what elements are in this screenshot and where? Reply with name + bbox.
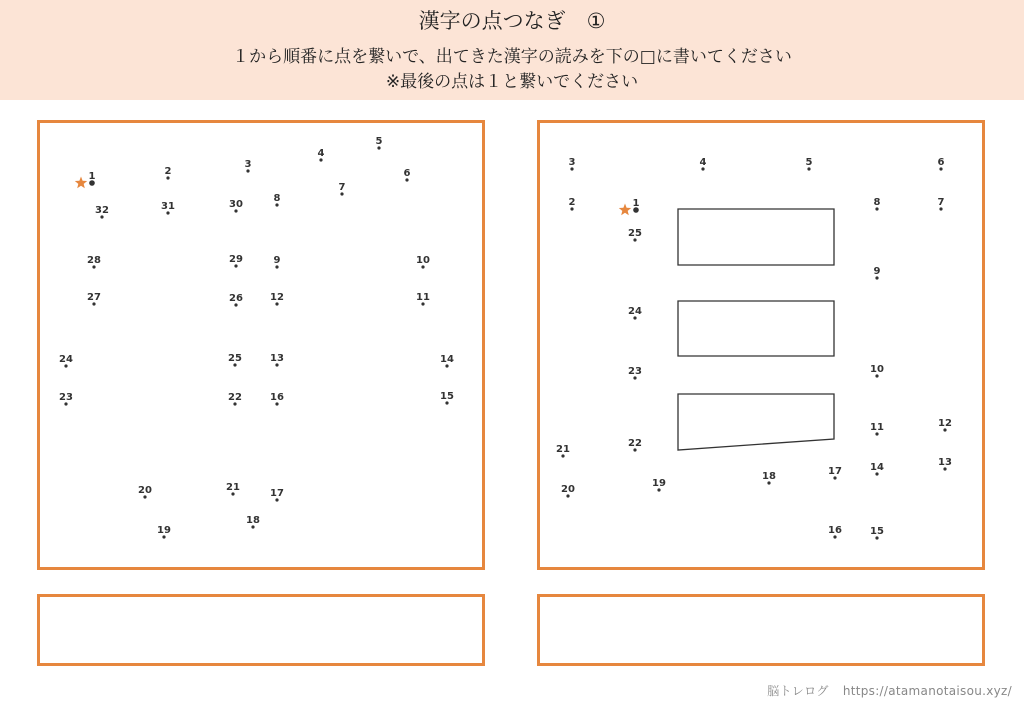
dot-number-label: 10 [870, 364, 884, 375]
dot-number-label: 18 [762, 471, 776, 482]
dot-number-label: 1 [88, 171, 96, 182]
dot-number-label: 10 [416, 255, 430, 266]
dot-canvas-right[interactable] [540, 123, 982, 567]
kanji-box-outline [678, 301, 834, 356]
dot-number-label: 3 [568, 157, 576, 168]
kanji-box-outline [678, 394, 834, 450]
dot-number-label: 5 [805, 157, 813, 168]
dot-number-label: 5 [375, 136, 383, 147]
dot-number-label: 15 [870, 526, 884, 537]
dot-number-label: 11 [416, 292, 430, 303]
dot-number-label: 21 [556, 444, 570, 455]
dot-number-label: 22 [628, 438, 642, 449]
dot-number-label: 7 [937, 197, 945, 208]
dot-number-label: 23 [628, 366, 642, 377]
dot-number-label: 12 [938, 418, 952, 429]
site-url[interactable]: https://atamanotaisou.xyz/ [842, 684, 1012, 698]
dot-number-label: 3 [244, 159, 252, 170]
dot-number-label: 14 [870, 462, 884, 473]
dot-number-label: 30 [229, 199, 243, 210]
dot-number-label: 16 [828, 525, 842, 536]
instruction-note: ※最後の点は１と繋いでください [385, 72, 639, 92]
dot-number-label: 19 [652, 478, 666, 489]
dot-number-label: 12 [270, 292, 284, 303]
dot-number-label: 19 [157, 525, 171, 536]
dot-number-label: 6 [937, 157, 945, 168]
dot-number-label: 28 [87, 255, 101, 266]
dot-number-label: 13 [938, 457, 952, 468]
footer-credit [757, 682, 1012, 699]
dot-number-label: 15 [440, 391, 454, 402]
dot-number-label: 20 [138, 485, 152, 496]
dot-number-label: 17 [828, 466, 842, 477]
dot-number-label: 1 [632, 198, 640, 209]
star-icon [619, 204, 631, 216]
instruction-text: １から順番に点を繋いで、出てきた漢字の読みを下の□に書いてください [232, 47, 792, 67]
answer-box-left[interactable] [37, 594, 485, 666]
star-icon [75, 177, 87, 189]
dot-number-label: 18 [246, 515, 260, 526]
dot-number-label: 22 [228, 392, 242, 403]
dot-number-label: 27 [87, 292, 101, 303]
dot-number-label: 4 [317, 148, 325, 159]
header-banner [0, 0, 1024, 100]
dot-number-label: 6 [403, 168, 411, 179]
dot-number-label: 23 [59, 392, 73, 403]
dot-number-label: 9 [273, 255, 281, 266]
dot-number-label: 31 [161, 201, 175, 212]
dot-number-label: 32 [95, 205, 109, 216]
dot-number-label: 4 [699, 157, 707, 168]
dot-number-label: 26 [229, 293, 243, 304]
dot-number-label: 14 [440, 354, 454, 365]
dot-number-label: 16 [270, 392, 284, 403]
dot-number-label: 24 [628, 306, 642, 317]
dot-number-label: 7 [338, 182, 346, 193]
page-title: 漢字の点つなぎ ① [418, 9, 606, 33]
dot-number-label: 2 [568, 197, 576, 208]
kanji-box-outline [678, 209, 834, 265]
dot-number-label: 29 [229, 254, 243, 265]
dot-number-label: 25 [628, 228, 642, 239]
dot-number-label: 2 [164, 166, 172, 177]
puzzle-panel-right[interactable] [537, 120, 985, 570]
dot-number-label: 25 [228, 353, 242, 364]
dot-number-label: 20 [561, 484, 575, 495]
dot-number-label: 13 [270, 353, 284, 364]
answer-box-right[interactable] [537, 594, 985, 666]
dot-number-label: 21 [226, 482, 240, 493]
dot-number-label: 9 [873, 266, 881, 277]
dot-canvas-left[interactable] [40, 123, 482, 567]
dot-number-label: 24 [59, 354, 73, 365]
dot-number-label: 8 [873, 197, 881, 208]
puzzle-panel-left[interactable] [37, 120, 485, 570]
brand-name: 脳トレログ [767, 684, 829, 698]
dot-number-label: 17 [270, 488, 284, 499]
dot-number-label: 8 [273, 193, 281, 204]
dot-number-label: 11 [870, 422, 884, 433]
